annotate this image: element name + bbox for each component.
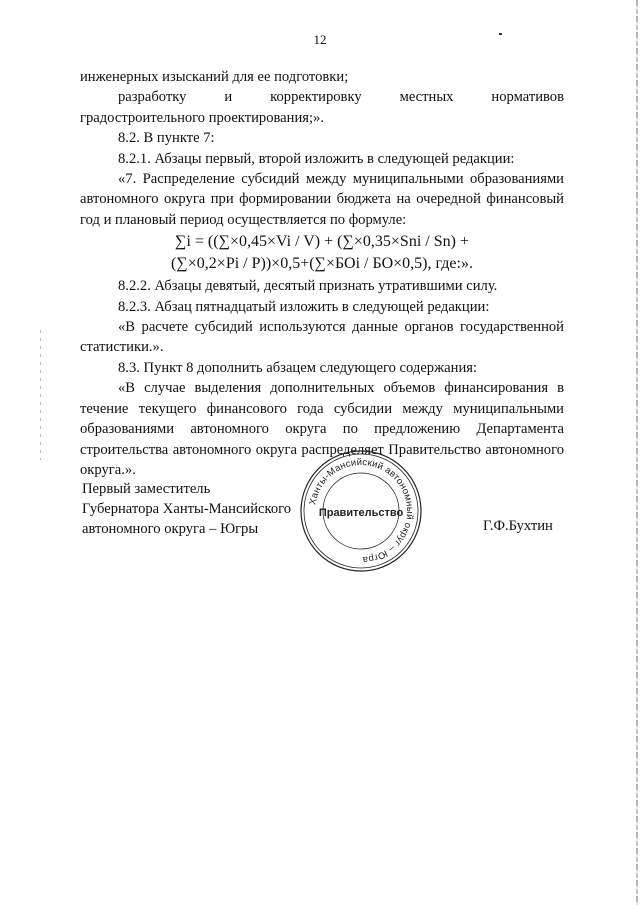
signatory-title-line: Первый заместитель bbox=[82, 481, 211, 497]
seal-ring-text: Ханты-Мансийский автономный округ – Югра bbox=[307, 456, 416, 566]
paragraph: 8.2.3. Абзац пятнадцатый изложить в следующей редакции: bbox=[118, 298, 490, 315]
official-seal bbox=[299, 449, 423, 573]
paragraph: градостроительного проектирования;». bbox=[80, 109, 324, 126]
signatory-title-line: автономного округа – Югры bbox=[82, 521, 259, 537]
formula-line-2: (∑×0,2×Pi / P))×0,5+(∑×БОi / БО×0,5), где:». bbox=[171, 255, 473, 273]
page-number: 12 bbox=[313, 32, 327, 47]
formula-line-1: ∑i = ((∑×0,45×Vi / V) + (∑×0,35×Sni / Sn) + bbox=[175, 233, 469, 251]
paragraph: «В случае выделения дополнительных объемов финансирования в течение текущего финансового года субсидии между муниципальными образованиями автономного округа по предложению Департамента строительства автономного округа распределяет Правительство автономного округа.». bbox=[80, 380, 564, 478]
paragraph: «В расчете субсидий используются данные органов государственной статистики.». bbox=[80, 319, 564, 356]
signatory-title-line: Губернатора Ханты-Мансийского bbox=[82, 501, 292, 517]
paragraph: инженерных изысканий для ее подготовки; bbox=[80, 69, 349, 85]
document-body bbox=[80, 67, 564, 480]
paragraph: «7. Распределение субсидий между муниципальными образованиями автономного округа при формировании бюджета на очередной финансовый год и плановый период осуществляется по формуле: bbox=[80, 171, 564, 228]
paragraph: разработку и корректировку местных нормативов bbox=[118, 89, 564, 106]
paragraph: 8.2.1. Абзацы первый, второй изложить в следующей редакции: bbox=[118, 150, 515, 167]
paragraph: 8.3. Пункт 8 дополнить абзацем следующего содержания: bbox=[118, 359, 478, 376]
seal-center-text: Правительство bbox=[318, 507, 404, 519]
paragraph: 8.2.2. Абзацы девятый, десятый признать утратившими силу. bbox=[118, 278, 498, 295]
scan-mark bbox=[40, 330, 41, 460]
scan-speck bbox=[499, 33, 502, 35]
signatory-title bbox=[82, 479, 302, 539]
signatory-name: Г.Ф.Бухтин bbox=[483, 518, 553, 534]
scan-edge bbox=[636, 0, 638, 905]
paragraph: 8.2. В пункте 7: bbox=[118, 130, 215, 147]
